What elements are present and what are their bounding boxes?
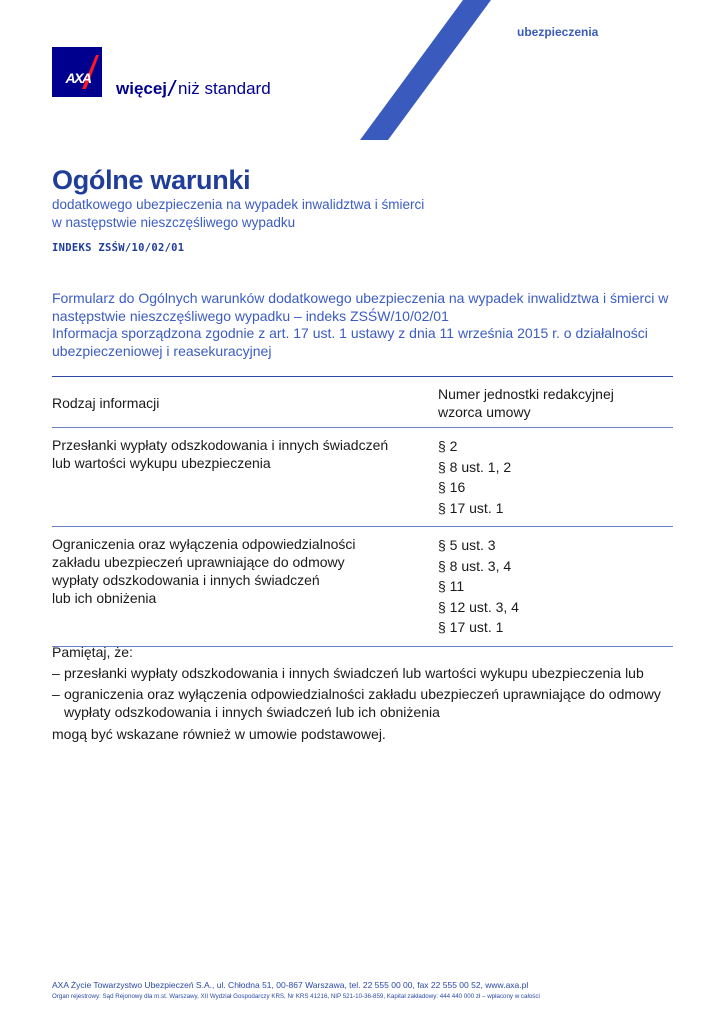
header-unit-number-line: Numer jednostki redakcyjnej [438, 386, 614, 402]
dash-bullet: – [52, 686, 60, 702]
table-header-row [52, 377, 673, 427]
remember-item [52, 685, 682, 721]
document-title: Ogólne warunki [52, 165, 251, 195]
row-ref: § 17 ust. 1 [438, 499, 504, 516]
diagonal-stripe-decoration [360, 0, 500, 140]
slogan-rest: niż standard [178, 79, 271, 98]
row-info-line: Przesłanki wypłaty odszkodowania i innych świadczeń [52, 437, 389, 453]
subtitle-line: dodatkowego ubezpieczenia na wypadek inwalidztwa i śmierci [52, 197, 425, 212]
dash-bullet: – [52, 665, 60, 681]
row-ref: § 11 [438, 578, 465, 594]
footer-registration-info: Organ rejestrowy: Sąd Rejonowy dla m.st. Warszawy, XII Wydział Gospodarczy KRS, Nr KRS 41216, NIP 521-10-36-859, Kapitał zakładowy: 444 440 000 zł – wpłacony w całości [52, 993, 540, 1000]
row-refs [438, 535, 673, 638]
row-info-line: lub wartości wykupu ubezpieczenia [52, 455, 271, 471]
header-unit-number-line: wzorca umowy [438, 404, 531, 420]
row-refs [438, 436, 673, 518]
row-ref: § 8 ust. 1, 2 [438, 458, 512, 475]
category-label: ubezpieczenia [517, 25, 599, 39]
remember-item-text: ograniczenia oraz wyłączenia odpowiedzialności zakładu ubezpieczeń uprawniające do odmowy wypłaty odszkodowania i innych świadczeń lub ich obniżenia [64, 686, 661, 720]
row-ref: § 2 [438, 438, 458, 454]
row-ref: § 12 ust. 3, 4 [438, 598, 519, 615]
row-info-line: Ograniczenia oraz wyłączenia odpowiedzialności [52, 536, 356, 552]
axa-logo [52, 47, 102, 97]
document-index: INDEKS ZSŚW/10/02/01 [52, 242, 185, 254]
header-info-type: Rodzaj informacji [52, 395, 160, 411]
remember-item-text: przesłanki wypłaty odszkodowania i innych świadczeń lub wartości wykupu ubezpieczenia lub [64, 665, 644, 681]
table-row [52, 428, 673, 526]
row-info-line: wypłaty odszkodowania i innych świadczeń [52, 572, 320, 588]
document-subtitle [52, 196, 512, 232]
row-info [52, 535, 438, 638]
remember-closing: mogą być wskazane również w umowie podstawowej. [52, 726, 386, 742]
remember-lead: Pamiętaj, że: [52, 644, 133, 660]
intro-paragraph: Informacja sporządzona zgodnie z art. 17 ust. 1 ustawy z dnia 11 września 2015 r. o działalności ubezpieczeniowej i reasekuracyjnej [52, 325, 648, 359]
row-ref: § 17 ust. 1 [438, 619, 504, 635]
intro-text [52, 290, 682, 360]
information-table [52, 376, 673, 647]
slogan-bold: więcej [116, 79, 168, 98]
remember-section [52, 643, 682, 743]
intro-paragraph: Formularz do Ogólnych warunków dodatkowego ubezpieczenia na wypadek inwalidztwa i śmierci w następstwie nieszczęśliwego wypadku – indeks ZSŚW/10/02/01 [52, 290, 669, 324]
row-info-line: lub ich obniżenia [52, 590, 157, 606]
row-ref: § 8 ust. 3, 4 [438, 557, 512, 574]
header-unit-number [438, 385, 673, 421]
brand-slogan [116, 79, 271, 99]
row-info-line: zakładu ubezpieczeń uprawniające do odmowy [52, 554, 345, 570]
row-info [52, 436, 438, 518]
slogan-slash-icon [167, 80, 176, 96]
axa-logo-text: AXA [65, 70, 91, 86]
footer-company-info: AXA Życie Towarzystwo Ubezpieczeń S.A., ul. Chłodna 51, 00-867 Warszawa, tel. 22 555 00 00, fax 22 555 00 52, www.axa.pl [52, 980, 529, 990]
subtitle-line: w następstwie nieszczęśliwego wypadku [52, 215, 296, 230]
row-ref: § 5 ust. 3 [438, 537, 496, 553]
remember-item [52, 664, 682, 682]
row-ref: § 16 [438, 479, 466, 495]
table-row [52, 527, 673, 646]
